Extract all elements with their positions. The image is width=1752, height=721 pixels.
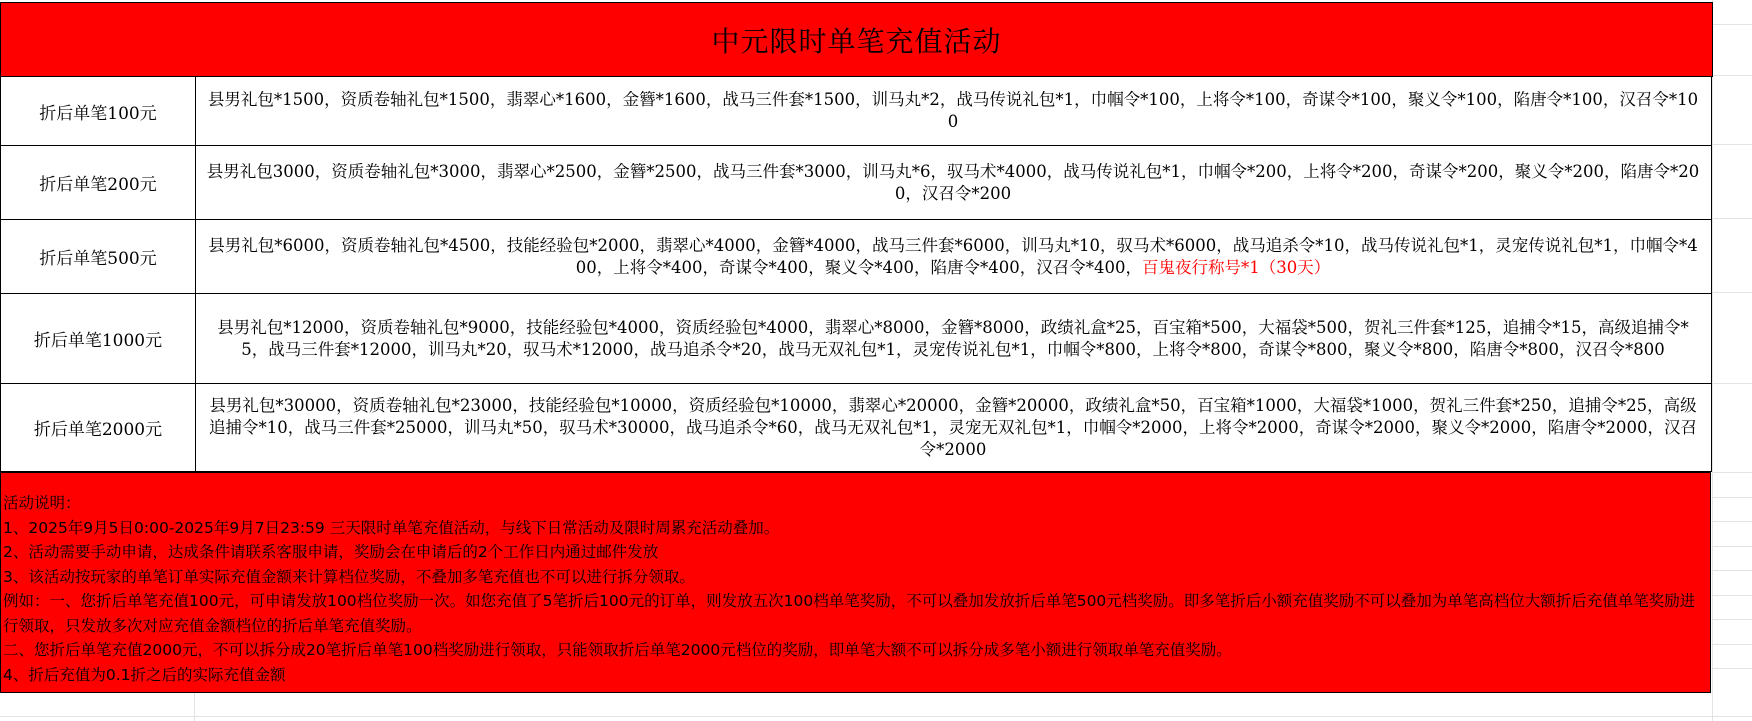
tier-rewards-cell[interactable] <box>195 220 1712 294</box>
tier-rewards-text: 县男礼包*12000，资质卷轴礼包*9000，技能经验包*4000，资质经验包*4000，翡翠心*8000，金簪*8000，政绩礼盒*25，百宝箱*500，大福袋*500，贺礼三件套*125，追捕令*15，高级追捕令*5，战马三件套*12000，训马丸*20，驭马术*12000，战马追杀令*20，战马无双礼包*1，灵宠传说礼包*1，巾帼令*800，上将令*800，奇谋令*800，聚义令*800，陷唐令*800，汉召令*800 <box>217 317 1689 359</box>
tier-label[interactable]: 折后单笔200元 <box>0 146 196 220</box>
notes-line: 1、2025年9月5日0:00-2025年9月7日23:59 三天限时单笔充值活动，与线下日常活动及限时周累充活动叠加。 <box>3 518 780 537</box>
title-reward-highlight: 百鬼夜行称号*1（30天） <box>1141 257 1331 277</box>
notes-line: 3、该活动按玩家的单笔订单实际充值金额来计算档位奖励，不叠加多笔充值也不可以进行拆分领取。 <box>3 567 695 586</box>
notes-line: 例如：一、您折后单笔充值100元，可申请发放100档位奖励一次。如您充值了5笔折后100元的订单，则发放五次100档单笔奖励，不可以叠加发放折后单笔500元档奖励。即多笔折后小额充值奖励不可以叠加为单笔高档位大额折后充值单笔奖励进行领取，只发放多次对应充值金额档位的折后单笔充值奖励。 <box>3 592 1696 635</box>
tier-row-100 <box>0 77 1712 146</box>
tier-label[interactable]: 折后单笔1000元 <box>0 294 196 384</box>
notes-line: 二、您折后单笔充值2000元，不可以拆分成20笔折后单笔100档奖励进行领取，只能领取折后单笔2000元档位的奖励，即单笔大额不可以拆分成多笔小额进行领取单笔充值奖励。 <box>3 641 1232 659</box>
tier-rewards-block <box>205 235 1701 279</box>
event-title[interactable]: 中元限时单笔充值活动 <box>0 2 1713 77</box>
tier-label[interactable]: 折后单笔100元 <box>0 77 196 146</box>
tier-rewards-cell[interactable] <box>195 384 1712 472</box>
tier-label[interactable]: 折后单笔500元 <box>0 220 196 294</box>
tier-row-2000 <box>0 384 1712 472</box>
notes-line: 2、活动需要手动申请，达成条件请联系客服申请，奖励会在申请后的2个工作日内通过邮件发放 <box>3 543 659 561</box>
tier-label[interactable]: 折后单笔2000元 <box>0 384 196 472</box>
tier-row-200 <box>0 146 1712 220</box>
event-notes-cell[interactable] <box>0 472 1711 693</box>
tier-rewards-text: 县男礼包*6000，资质卷轴礼包*4500，技能经验包*2000，翡翠心*4000，金簪*4000，战马三件套*6000，训马丸*10，驭马术*6000，战马追杀令*10，战马传说礼包*1，灵宠传说礼包*1，巾帼令*400，上将令*400，奇谋令*400，聚义令*400，陷唐令*400，汉召令*400， <box>208 235 1698 277</box>
notes-heading: 活动说明： <box>3 494 81 512</box>
notes-line: 4、折后充值为0.1折之后的实际充值金额 <box>3 665 286 684</box>
tier-rewards-text: 县男礼包*1500，资质卷轴礼包*1500，翡翠心*1600，金簪*1600，战马三件套*1500，训马丸*2，战马传说礼包*1，巾帼令*100，上将令*100，奇谋令*100，聚义令*100，陷唐令*100，汉召令*100 <box>207 90 1699 131</box>
tier-rewards-cell[interactable] <box>195 294 1712 384</box>
tier-row-1000 <box>0 294 1712 384</box>
tier-row-500 <box>0 220 1712 294</box>
tier-rewards-cell[interactable] <box>195 77 1712 146</box>
tier-rewards-text: 县男礼包3000，资质卷轴礼包*3000，翡翠心*2500，金簪*2500，战马三件套*3000，训马丸*6，驭马术*4000，战马传说礼包*1，巾帼令*200，上将令*200，奇谋令*200，聚义令*200，陷唐令*200，汉召令*200 <box>206 161 1700 203</box>
tier-rewards-cell[interactable] <box>195 146 1712 220</box>
tier-rewards-text: 县男礼包*30000，资质卷轴礼包*23000，技能经验包*10000，资质经验包*10000，翡翠心*20000，金簪*20000，政绩礼盒*50，百宝箱*1000，大福袋*1000，贺礼三件套*250，追捕令*25，高级追捕令*10，战马三件套*25000，训马丸*50，驭马术*30000，战马追杀令*60，战马无双礼包*1，灵宠无双礼包*1，巾帼令*2000，上将令*2000，奇谋令*2000，聚义令*2000，陷唐令*2000，汉召令*2000 <box>209 395 1697 459</box>
